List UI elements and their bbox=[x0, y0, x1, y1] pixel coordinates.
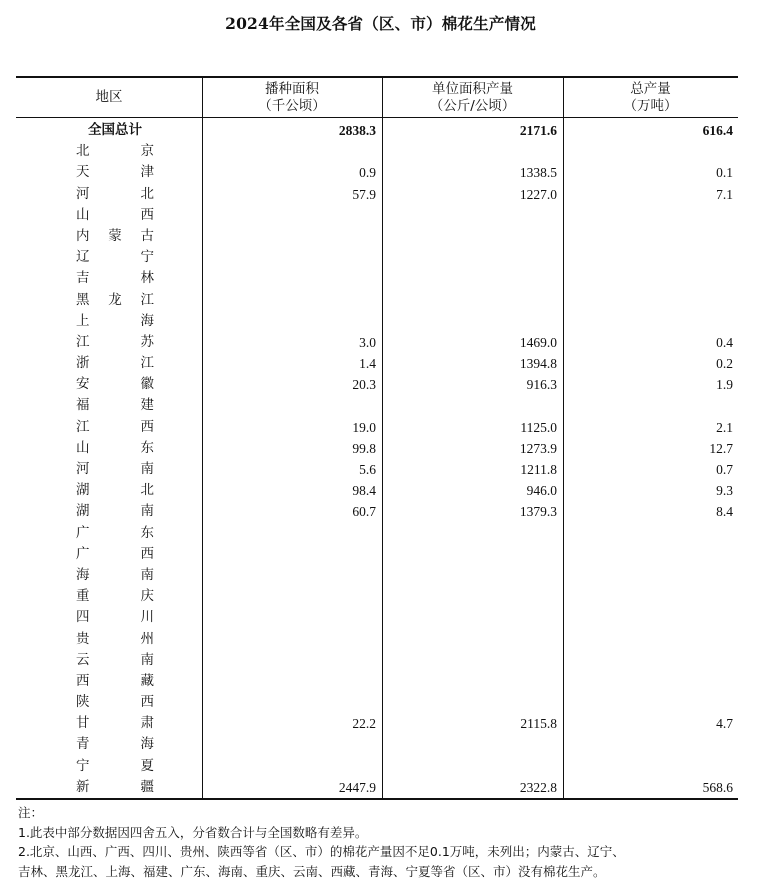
region-char: 重 bbox=[76, 588, 90, 605]
table-row bbox=[16, 353, 738, 374]
cell-output bbox=[563, 671, 733, 692]
header-region-label: 地区 bbox=[95, 89, 123, 105]
table-row bbox=[16, 184, 738, 205]
region-name bbox=[76, 544, 154, 565]
region-char: 山 bbox=[76, 439, 90, 456]
cell-output bbox=[563, 226, 733, 247]
cell-area bbox=[202, 734, 376, 755]
region-char: 林 bbox=[140, 270, 154, 287]
region-char: 东 bbox=[140, 524, 154, 541]
region-name bbox=[76, 692, 154, 713]
region-char: 疆 bbox=[140, 778, 154, 795]
cell-yield bbox=[382, 226, 557, 247]
cell-output: 0.1 bbox=[716, 165, 733, 181]
table-row bbox=[16, 332, 738, 353]
cell-output: 0.7 bbox=[716, 462, 733, 477]
cell-area bbox=[202, 650, 376, 671]
cell-yield: 1338.5 bbox=[519, 165, 557, 181]
cell-output bbox=[563, 629, 733, 650]
header-area-unit: （千公顷） bbox=[258, 97, 326, 114]
cell-area bbox=[202, 629, 376, 650]
region-char: 龙 bbox=[108, 291, 122, 308]
table-row bbox=[16, 438, 738, 459]
region-char: 天 bbox=[76, 164, 90, 181]
table-row bbox=[16, 544, 738, 565]
cell-area: 1.4 bbox=[359, 356, 376, 372]
region-name bbox=[76, 671, 154, 692]
table-row bbox=[16, 523, 738, 544]
cell-output: 568.6 bbox=[702, 779, 733, 795]
region-char: 陕 bbox=[76, 694, 90, 711]
cell-area: 60.7 bbox=[352, 504, 376, 520]
table-row bbox=[16, 226, 738, 247]
region-char: 内 bbox=[76, 227, 90, 244]
cell-yield bbox=[382, 756, 557, 777]
region-char: 津 bbox=[140, 164, 154, 181]
header-output bbox=[563, 78, 738, 117]
table-row bbox=[16, 417, 738, 438]
region-char: 山 bbox=[76, 206, 90, 223]
region-name bbox=[76, 226, 154, 247]
region-char: 海 bbox=[140, 312, 154, 329]
region-name bbox=[76, 205, 154, 226]
cell-area bbox=[202, 395, 376, 416]
region-char: 南 bbox=[140, 651, 154, 668]
region-name bbox=[76, 629, 154, 650]
region-char: 藏 bbox=[140, 672, 154, 689]
region-char: 南 bbox=[140, 461, 154, 477]
cell-yield: 1211.8 bbox=[520, 462, 557, 477]
cell-area: 0.9 bbox=[359, 165, 376, 181]
region-name bbox=[76, 353, 154, 374]
cell-yield: 1227.0 bbox=[519, 186, 557, 202]
region-char: 江 bbox=[76, 333, 90, 350]
note-2: 2.北京、山西、广西、四川、贵州、陕西等省（区、市）的棉花产量因不足0.1万吨，未列出；内蒙古、辽宁、 bbox=[18, 844, 625, 859]
region-char: 海 bbox=[76, 566, 90, 583]
region-char: 新 bbox=[76, 778, 90, 795]
region-name bbox=[76, 184, 154, 205]
cell-yield bbox=[382, 565, 557, 586]
region-char: 湖 bbox=[76, 503, 90, 520]
region-name bbox=[76, 523, 154, 544]
notes bbox=[18, 803, 743, 881]
region-char: 吉 bbox=[76, 270, 90, 287]
table-row bbox=[16, 756, 738, 777]
cell-yield bbox=[382, 671, 557, 692]
cell-yield bbox=[382, 629, 557, 650]
page-title: 2024年全国及各省（区、市）棉花生产情况 bbox=[225, 14, 536, 33]
region-char: 北 bbox=[76, 143, 90, 160]
cell-yield bbox=[382, 141, 557, 162]
cell-area bbox=[202, 544, 376, 565]
cell-yield: 2115.8 bbox=[520, 716, 557, 732]
region-name bbox=[76, 290, 154, 311]
table-row bbox=[16, 586, 738, 607]
header-region bbox=[16, 78, 202, 117]
region-char: 南 bbox=[140, 566, 154, 583]
cell-yield: 1125.0 bbox=[520, 419, 557, 435]
table-row bbox=[16, 629, 738, 650]
cell-area bbox=[202, 226, 376, 247]
cell-area: 98.4 bbox=[352, 483, 376, 499]
region-char: 夏 bbox=[140, 757, 154, 774]
region-char: 广 bbox=[76, 545, 90, 562]
region-char: 辽 bbox=[76, 249, 90, 266]
region-char: 江 bbox=[76, 418, 90, 435]
note-2-continued: 吉林、黑龙江、上海、福建、广东、海南、重庆、云南、西藏、青海、宁夏等省（区、市）没有棉花生产。 bbox=[18, 863, 606, 879]
region-char: 州 bbox=[140, 630, 154, 647]
region-char: 西 bbox=[140, 694, 154, 711]
region-char: 安 bbox=[76, 376, 90, 393]
region-char: 肃 bbox=[140, 715, 154, 732]
cell-output bbox=[563, 692, 733, 713]
cell-area bbox=[202, 247, 376, 268]
cell-output bbox=[563, 268, 733, 289]
table-row bbox=[16, 247, 738, 268]
table-row bbox=[16, 459, 738, 480]
cell-yield: 916.3 bbox=[526, 377, 557, 393]
cell-output: 4.7 bbox=[716, 716, 733, 732]
cell-yield: 1273.9 bbox=[519, 440, 557, 456]
table-row bbox=[16, 734, 738, 755]
region-name bbox=[76, 607, 154, 628]
region-char: 贵 bbox=[76, 630, 90, 647]
region-name bbox=[76, 586, 154, 607]
cell-output bbox=[563, 756, 733, 777]
region-char: 徽 bbox=[140, 376, 154, 393]
table-row bbox=[16, 607, 738, 628]
cell-area: 2838.3 bbox=[338, 123, 376, 138]
region-name bbox=[76, 162, 154, 183]
cell-output: 12.7 bbox=[709, 440, 733, 456]
region-char: 福 bbox=[76, 397, 90, 414]
region-char: 北 bbox=[140, 185, 154, 202]
cell-output: 0.4 bbox=[716, 334, 733, 350]
cell-area bbox=[202, 692, 376, 713]
cell-yield: 2171.6 bbox=[519, 123, 557, 138]
cell-yield bbox=[382, 268, 557, 289]
cell-area bbox=[202, 311, 376, 332]
cell-output: 7.1 bbox=[716, 186, 733, 202]
table-row bbox=[16, 141, 738, 162]
cell-area: 19.0 bbox=[352, 419, 376, 435]
cell-yield bbox=[382, 395, 557, 416]
table-row bbox=[16, 671, 738, 692]
table-row bbox=[16, 480, 738, 501]
cell-output bbox=[563, 544, 733, 565]
table-row bbox=[16, 268, 738, 289]
cell-yield bbox=[382, 247, 557, 268]
cell-yield: 1379.3 bbox=[519, 504, 557, 520]
cell-output bbox=[563, 247, 733, 268]
table-row bbox=[16, 374, 738, 395]
region-char: 川 bbox=[140, 609, 154, 626]
cell-output bbox=[563, 523, 733, 544]
cell-yield: 1394.8 bbox=[519, 356, 557, 372]
table-bottom-rule bbox=[16, 798, 738, 800]
cell-area bbox=[202, 607, 376, 628]
region-char: 上 bbox=[76, 312, 90, 329]
region-name bbox=[76, 332, 154, 353]
region-char: 河 bbox=[76, 185, 90, 202]
cell-yield bbox=[382, 523, 557, 544]
region-char: 古 bbox=[140, 227, 154, 244]
cell-yield bbox=[382, 607, 557, 628]
region-char: 庆 bbox=[140, 588, 154, 605]
region-char: 蒙 bbox=[108, 227, 122, 244]
region-name bbox=[76, 756, 154, 777]
region-char: 浙 bbox=[76, 355, 90, 372]
cell-yield bbox=[382, 205, 557, 226]
cell-yield bbox=[382, 544, 557, 565]
region-char: 西 bbox=[140, 418, 154, 435]
cell-area bbox=[202, 565, 376, 586]
cell-area bbox=[202, 205, 376, 226]
region-char: 云 bbox=[76, 651, 90, 668]
cell-area: 22.2 bbox=[352, 716, 376, 732]
region-char: 四 bbox=[76, 609, 90, 626]
cell-output bbox=[563, 141, 733, 162]
region-char: 宁 bbox=[140, 249, 154, 266]
cell-yield bbox=[382, 650, 557, 671]
table-row-total bbox=[16, 120, 738, 141]
table-row bbox=[16, 501, 738, 522]
header-output-label: 总产量 bbox=[630, 80, 671, 97]
cell-area: 2447.9 bbox=[338, 779, 376, 795]
region-name bbox=[76, 374, 154, 395]
cell-output: 9.3 bbox=[716, 483, 733, 499]
region-name bbox=[76, 395, 154, 416]
cell-area bbox=[202, 671, 376, 692]
table-row bbox=[16, 650, 738, 671]
region-name bbox=[61, 120, 169, 141]
cell-area: 99.8 bbox=[352, 440, 376, 456]
cell-area bbox=[202, 586, 376, 607]
cell-output bbox=[563, 311, 733, 332]
cell-area bbox=[202, 268, 376, 289]
cell-output: 2.1 bbox=[716, 419, 733, 435]
cell-output bbox=[563, 395, 733, 416]
region-char: 甘 bbox=[76, 715, 90, 732]
note-1: 1.此表中部分数据因四舍五入，分省数合计与全国数略有差异。 bbox=[18, 824, 368, 840]
region-name bbox=[76, 777, 154, 798]
region-char: 京 bbox=[140, 143, 154, 160]
region-name bbox=[76, 438, 154, 459]
cell-output: 1.9 bbox=[716, 377, 733, 393]
cell-yield: 1469.0 bbox=[519, 334, 557, 350]
region-name bbox=[76, 247, 154, 268]
cell-area bbox=[202, 290, 376, 311]
table-row bbox=[16, 565, 738, 586]
region-char: 西 bbox=[76, 672, 90, 689]
region-name bbox=[76, 650, 154, 671]
cell-area: 20.3 bbox=[352, 377, 376, 393]
cell-output bbox=[563, 565, 733, 586]
cell-yield bbox=[382, 586, 557, 607]
header-yield bbox=[382, 78, 563, 117]
table-row bbox=[16, 692, 738, 713]
region-char: 海 bbox=[140, 736, 154, 753]
region-char: 南 bbox=[140, 503, 154, 520]
cell-area bbox=[202, 141, 376, 162]
cell-yield: 946.0 bbox=[526, 483, 557, 499]
region-name bbox=[76, 713, 154, 734]
region-name bbox=[76, 565, 154, 586]
region-char: 青 bbox=[76, 736, 90, 753]
cell-yield bbox=[382, 290, 557, 311]
table-row bbox=[16, 205, 738, 226]
region-char: 江 bbox=[140, 355, 154, 372]
region-char: 西 bbox=[140, 206, 154, 223]
cell-output bbox=[563, 734, 733, 755]
cell-output: 0.2 bbox=[716, 356, 733, 372]
region-char: 东 bbox=[140, 439, 154, 456]
header-output-unit: （万吨） bbox=[623, 97, 678, 114]
region-char: 宁 bbox=[76, 757, 90, 774]
region-text: 全国总计 bbox=[88, 122, 142, 138]
region-char: 湖 bbox=[76, 482, 90, 499]
region-char: 北 bbox=[140, 482, 154, 499]
region-char: 广 bbox=[76, 524, 90, 541]
region-name bbox=[76, 480, 154, 501]
header-yield-label: 单位面积产量 bbox=[432, 80, 513, 97]
region-name bbox=[76, 268, 154, 289]
cell-output: 616.4 bbox=[702, 123, 733, 138]
table-row bbox=[16, 311, 738, 332]
cell-area bbox=[202, 756, 376, 777]
region-char: 西 bbox=[140, 545, 154, 562]
cell-output bbox=[563, 607, 733, 628]
cell-yield: 2322.8 bbox=[519, 779, 557, 795]
table-row bbox=[16, 777, 738, 798]
cell-yield bbox=[382, 692, 557, 713]
region-char: 苏 bbox=[140, 333, 154, 350]
cell-output: 8.4 bbox=[716, 504, 733, 520]
region-char: 河 bbox=[76, 461, 90, 477]
region-name bbox=[76, 501, 154, 522]
region-char: 黑 bbox=[76, 291, 90, 308]
header-area-label: 播种面积 bbox=[265, 80, 319, 97]
table-body bbox=[16, 120, 738, 798]
table-row bbox=[16, 713, 738, 734]
region-char: 建 bbox=[140, 397, 154, 414]
region-char: 江 bbox=[140, 291, 154, 308]
cell-area: 3.0 bbox=[359, 334, 376, 350]
cell-output bbox=[563, 586, 733, 607]
cell-output bbox=[563, 650, 733, 671]
table-row bbox=[16, 290, 738, 311]
region-name bbox=[76, 417, 154, 438]
cell-area: 57.9 bbox=[352, 186, 376, 202]
region-name bbox=[76, 459, 154, 480]
header-divider bbox=[16, 117, 738, 118]
header-yield-unit: （公斤/公顷） bbox=[429, 97, 516, 114]
cell-output bbox=[563, 205, 733, 226]
table-row bbox=[16, 162, 738, 183]
cell-yield bbox=[382, 734, 557, 755]
region-name bbox=[76, 141, 154, 162]
cell-yield bbox=[382, 311, 557, 332]
notes-heading: 注： bbox=[18, 805, 44, 820]
cell-area bbox=[202, 523, 376, 544]
region-name bbox=[76, 734, 154, 755]
table-header bbox=[16, 78, 738, 117]
cell-output bbox=[563, 290, 733, 311]
cell-area: 5.6 bbox=[359, 462, 376, 477]
header-area bbox=[202, 78, 382, 117]
table-row bbox=[16, 395, 738, 416]
region-name bbox=[76, 311, 154, 332]
